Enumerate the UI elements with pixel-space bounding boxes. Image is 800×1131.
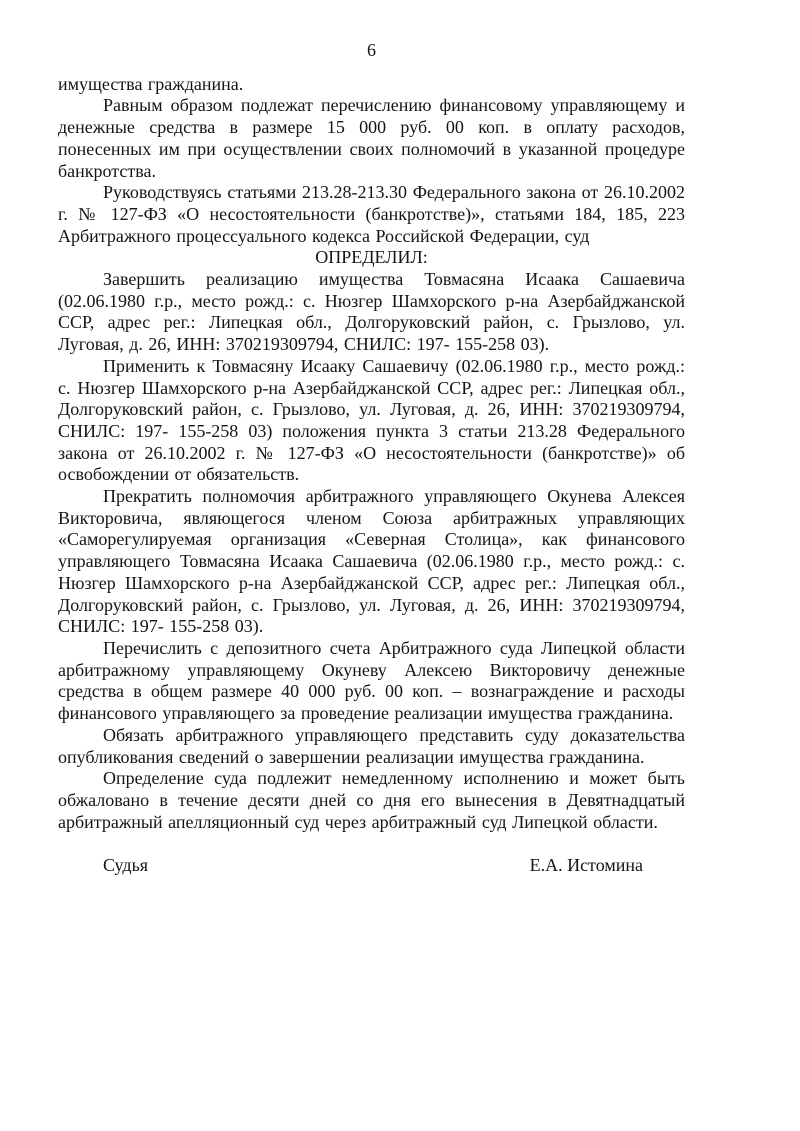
paragraph-appeal-terms: Определение суда подлежит немедленному исполнению и может быть обжаловано в течение десяти дней со дня его вынесения в Девятнадцатый арбитражный апелляционный суд через арбитражный суд Липецкой области. (58, 768, 685, 832)
operative-heading: ОПРЕДЕЛИЛ: (315, 247, 428, 268)
paragraph-terminate-manager: Прекратить полномочия арбитражного управляющего Окунева Алексея Викторовича, являющегося членом Союза арбитражных управляющих «Саморегулируемая организация «Северная Столица», как финансового управляющего Товмасяна Исаака Сашаевича (02.06.1980 г.р., место рожд.: с. Нюзгер Шамхорского р-на Азербайджанской ССР, адрес рег.: Липецкая обл., Долгоруковский район, с. Грызлово, ул. Луговая, д. 26, ИНН: 370219309794, СНИЛС: 197- 155-258 03). (58, 486, 685, 637)
paragraph-expenses: Равным образом подлежат перечислению финансовому управляющему и денежные средства в размере 15 000 руб. 00 коп. в оплату расходов, понесенных им при осуществлении своих полномочий в указанной процедуре банкротства. (58, 95, 685, 181)
page-number: 6 (367, 40, 376, 60)
paragraph-apply-release: Применить к Товмасяну Исааку Сашаевичу (02.06.1980 г.р., место рожд.: с. Нюзгер Шамхорского р-на Азербайджанской ССР, адрес рег.: Липецкая обл., Долгоруковский район, с. Грызлово, ул. Луговая, д. 26, ИНН: 370219309794, СНИЛС: 197- 155-258 03) положения пункта 3 статьи 213.28 Федерального закона от 26.10.2002 г. № 127-ФЗ «О несостоятельности (банкротстве)» об освобождении от обязательств. (58, 355, 685, 485)
paragraph-legal-basis: Руководствуясь статьями 213.28-213.30 Федерального закона от 26.10.2002 г. № 127-ФЗ «О несостоятельности (банкротстве)», статьями 184, 185, 223 Арбитражного процессуального кодекса Российской Федерации, суд (58, 182, 685, 246)
signature-row (58, 855, 685, 877)
paragraph-oblige-publication: Обязать арбитражного управляющего представить суду доказательства опубликования сведений о завершении реализации имущества гражданина. (58, 724, 685, 767)
judge-label: Судья (103, 855, 149, 876)
paragraph-continuation: имущества гражданина. (58, 73, 244, 94)
document-content (58, 40, 685, 877)
paragraph-transfer-funds: Перечислить с депозитного счета Арбитражного суда Липецкой области арбитражному управляющему Окуневу Алексею Викторовичу денежные средства в общем размере 40 000 руб. 00 коп. – вознаграждение и расходы финансового управляющего за проведение реализации имущества гражданина. (58, 637, 685, 724)
paragraph-complete-realization: Завершить реализацию имущества Товмасяна Исаака Сашаевича (02.06.1980 г.р., место рожд.: с. Нюзгер Шамхорского р-на Азербайджанской ССР, адрес рег.: Липецкая обл., Долгоруковский район, с. Грызлово, ул. Луговая, д. 26, ИНН: 370219309794, СНИЛС: 197- 155-258 03). (58, 269, 685, 355)
judge-name: Е.А. Истомина (529, 855, 643, 876)
